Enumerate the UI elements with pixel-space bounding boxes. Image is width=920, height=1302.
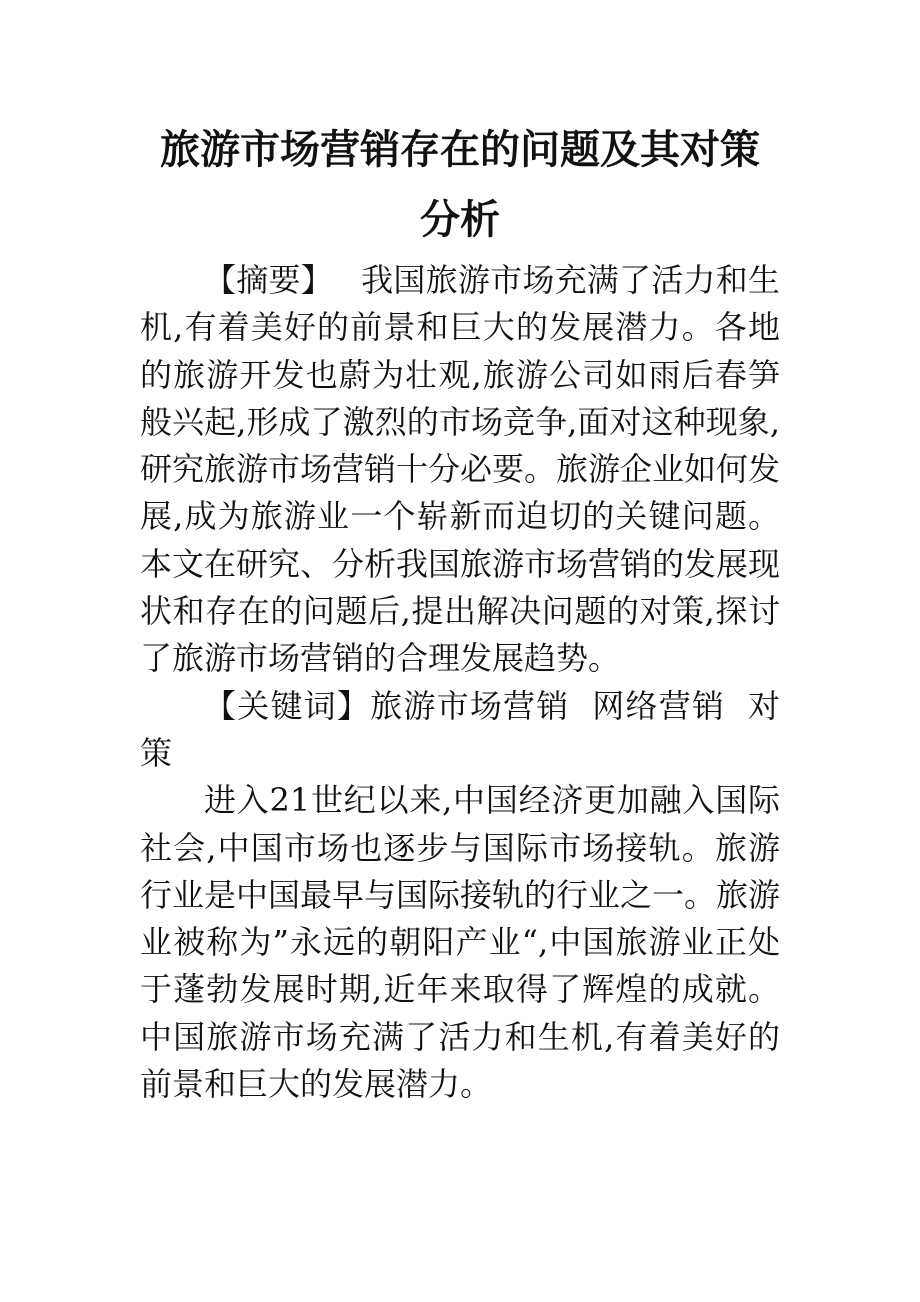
abstract-label: 【摘要】: [204, 261, 333, 299]
abstract-text: 我国旅游市场充满了活力和生机,有着美好的前景和巨大的发展潜力。各地的旅游开发也蔚为壮观,旅游公司如雨后春笋般兴起,形成了激烈的市场竞争,面对这种现象,研究旅游市场营销十分必要。旅游企业如何发展,成为旅游业一个崭新而迫切的关键问题。本文在研究、分析我国旅游市场营销的发展现状和存在的问题后,提出解决问题的对策,探讨了旅游市场营销的合理发展趋势。: [140, 261, 781, 678]
keywords-label: 【关键词】: [204, 686, 371, 725]
document-title-line-1: 旅游市场营销存在的问题及其对策: [160, 126, 760, 173]
document-body: [140, 257, 780, 1108]
document-title-line-2: 分析: [420, 196, 500, 243]
keywords-text: 旅游市场营销 网络营销 对策: [140, 686, 780, 772]
keywords-paragraph: [140, 683, 780, 778]
body-paragraph: 进入21世纪以来,中国经济更加融入国际社会,中国市场也逐步与国际市场接轨。旅游行业是中国最早与国际接轨的行业之一。旅游业被称为”永远的朝阳产业“,中国旅游业正处于蓬勃发展时期,近年来取得了辉煌的成就。中国旅游市场充满了活力和生机,有着美好的前景和巨大的发展潜力。: [140, 781, 781, 1104]
abstract-paragraph: [140, 257, 780, 683]
